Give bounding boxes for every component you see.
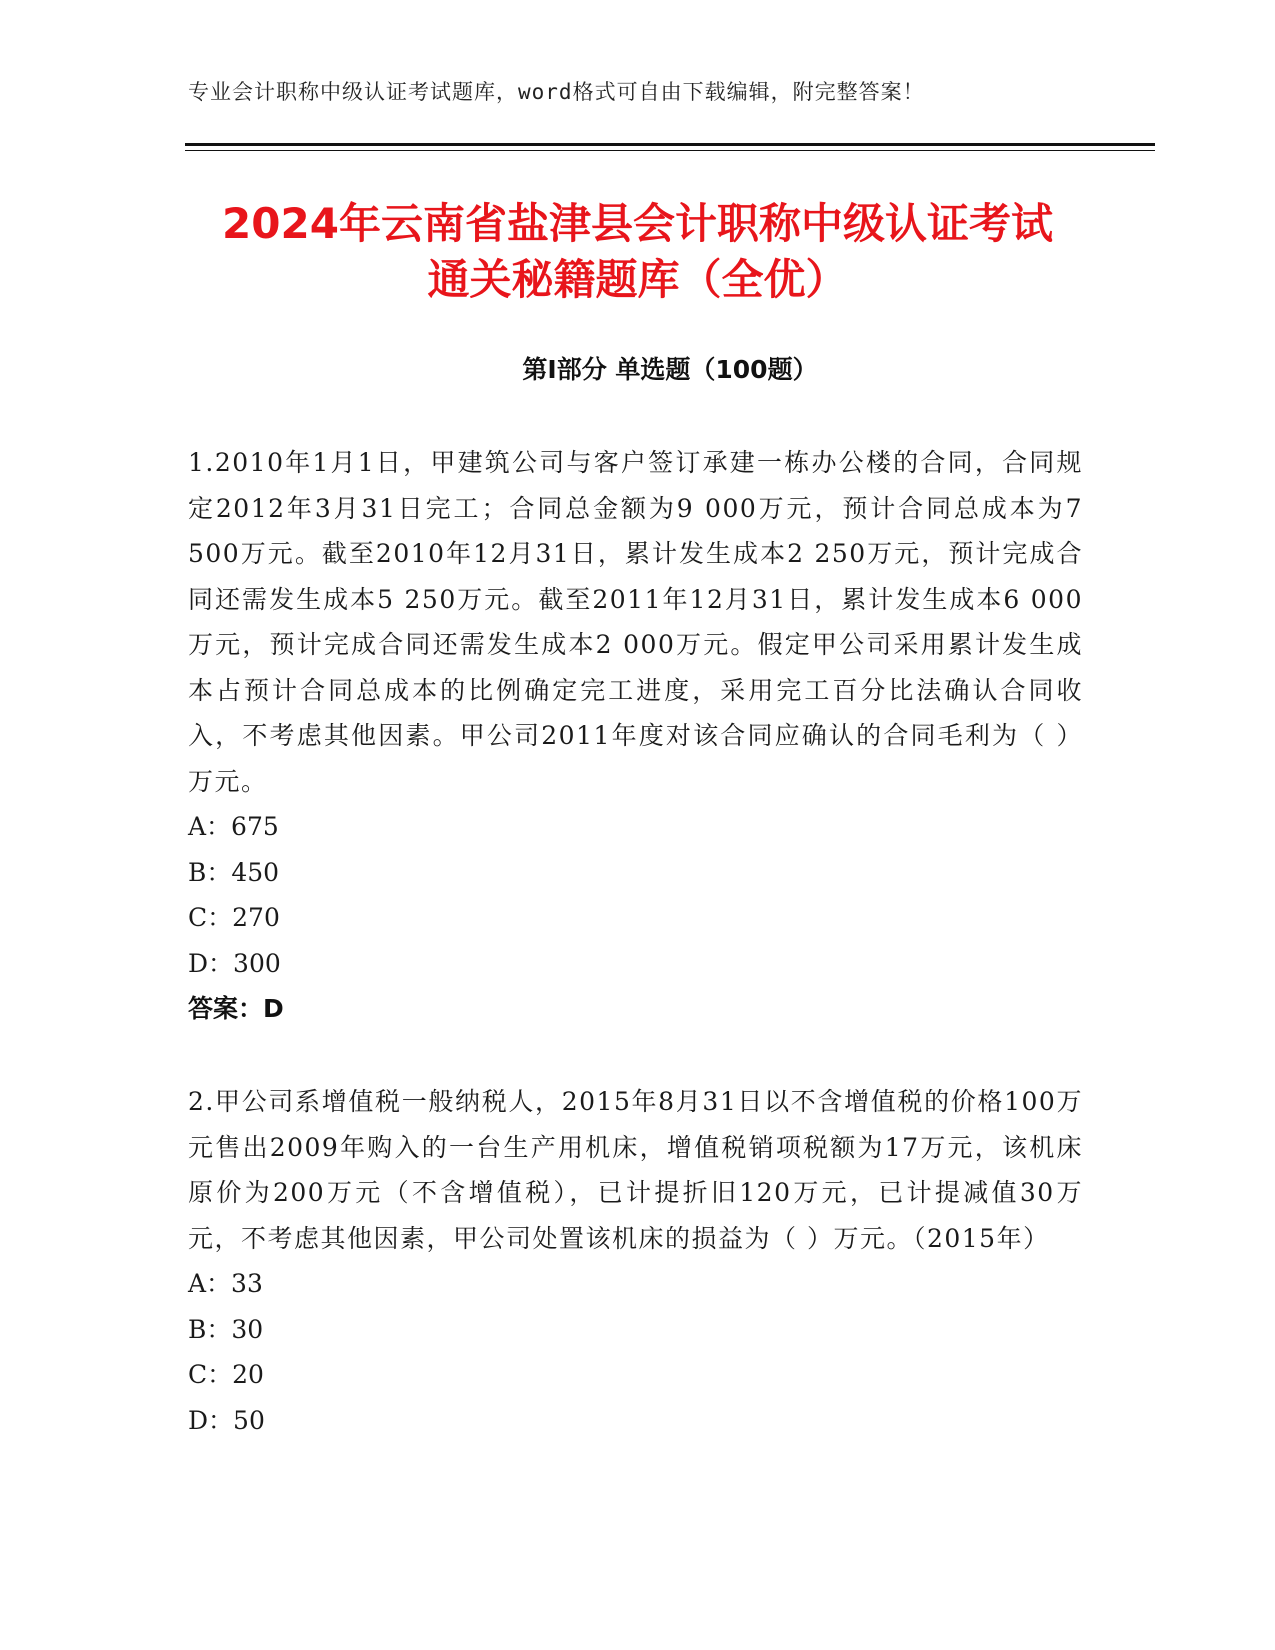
option-b: B：30 [188, 1314, 264, 1344]
question-1 [188, 440, 1083, 1031]
option-c: C：270 [188, 903, 280, 932]
question-stem: 1.2010年1月1日，甲建筑公司与客户签订承建一栋办公楼的合同，合同规定2012年3月31日完工；合同总金额为9 000万元，预计合同总成本为7 500万元。截至2010年12月31日，累计发生成本2 250万元，预计完成合同还需发生成本5 250万元。截至2011年12月31日，累计发生成本6 000万元，预计完成合同还需发生成本2 000万元。假定甲公司采用累计发生成本占预计合同总成本的比例确定完工进度，采用完工百分比法确认合同收入，不考虑其他因素。甲公司2011年度对该合同应确认的合同毛利为（ ）万元。 [188, 448, 1083, 796]
header-divider-thick [185, 143, 1155, 146]
question-2 [188, 1079, 1083, 1443]
option-d: D：50 [188, 1405, 265, 1435]
option-b: B：450 [188, 857, 280, 887]
answer: 答案：D [188, 994, 284, 1023]
header-note: 专业会计职称中级认证考试题库，word格式可自由下载编辑，附完整答案！ [188, 80, 925, 104]
option-d: D：300 [188, 948, 281, 978]
document-title-line-2: 通关秘籍题库（全优） [427, 255, 848, 304]
option-a: A：675 [188, 812, 279, 841]
option-a: A：33 [188, 1269, 263, 1298]
document-title-line-1: 2024年云南省盐津县会计职称中级认证考试 [222, 199, 1053, 248]
section-title: 第Ⅰ部分 单选题（100题） [522, 355, 818, 384]
header-divider-thin [185, 150, 1155, 151]
option-c: C：20 [188, 1360, 264, 1389]
question-stem: 2.甲公司系增值税一般纳税人，2015年8月31日以不含增值税的价格100万元售出2009年购入的一台生产用机床，增值税销项税额为17万元，该机床原价为200万元（不含增值税），已计提折旧120万元，已计提减值30万元，不考虑其他因素，甲公司处置该机床的损益为（ ）万元。（2015年） [188, 1087, 1083, 1253]
document-title [120, 196, 1155, 308]
